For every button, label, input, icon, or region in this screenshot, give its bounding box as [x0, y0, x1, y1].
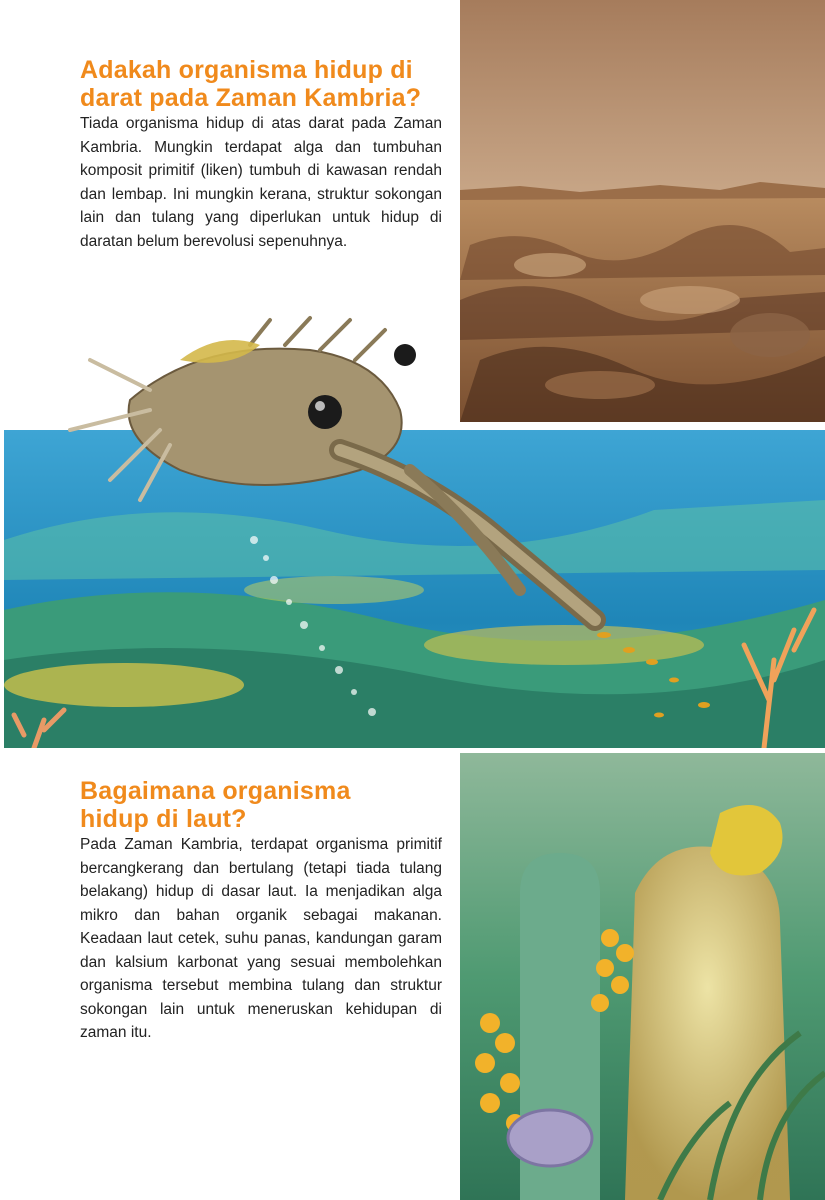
heading-land-line2: darat pada Zaman Kambria?: [80, 84, 422, 112]
section-sea: [80, 777, 442, 1045]
heading-land-line1: Adakah organisma hidup di: [80, 56, 413, 84]
body-land: Tiada organisma hidup di atas darat pada Zaman Kambria. Mungkin terdapat alga dan tumbuhan komposit primitif (liken) tumbuh di kawasan rendah dan lembap. Ini mungkin kerana, struktur sokongan lain dan tulang yang diperlukan untuk hidup di daratan belum berevolusi sepenuhnya.: [80, 115, 442, 250]
reef-illustration: [460, 753, 825, 1200]
heading-sea-line1: Bagaimana organisma: [80, 777, 351, 805]
desert-illustration: [460, 0, 825, 422]
body-sea: Pada Zaman Kambria, terdapat organisma primitif bercangkerang dan bertulang (tetapi tiada tulang belakang) hidup di dasar laut. Ia menjadikan alga mikro dan bahan organik sebagai makanan. Keadaan laut cetek, suhu panas, kandungan garam dan kalsium karbonat yang sesuai membolehkan organisma tersebut membina tulang dan struktur sokongan lain untuk meneruskan kehidupan di zaman itu.: [80, 836, 442, 1041]
heading-sea: [80, 777, 442, 833]
sea-illustration: [4, 430, 825, 748]
heading-land: [80, 56, 442, 112]
heading-sea-line2: hidup di laut?: [80, 805, 247, 833]
section-land: [80, 56, 442, 253]
